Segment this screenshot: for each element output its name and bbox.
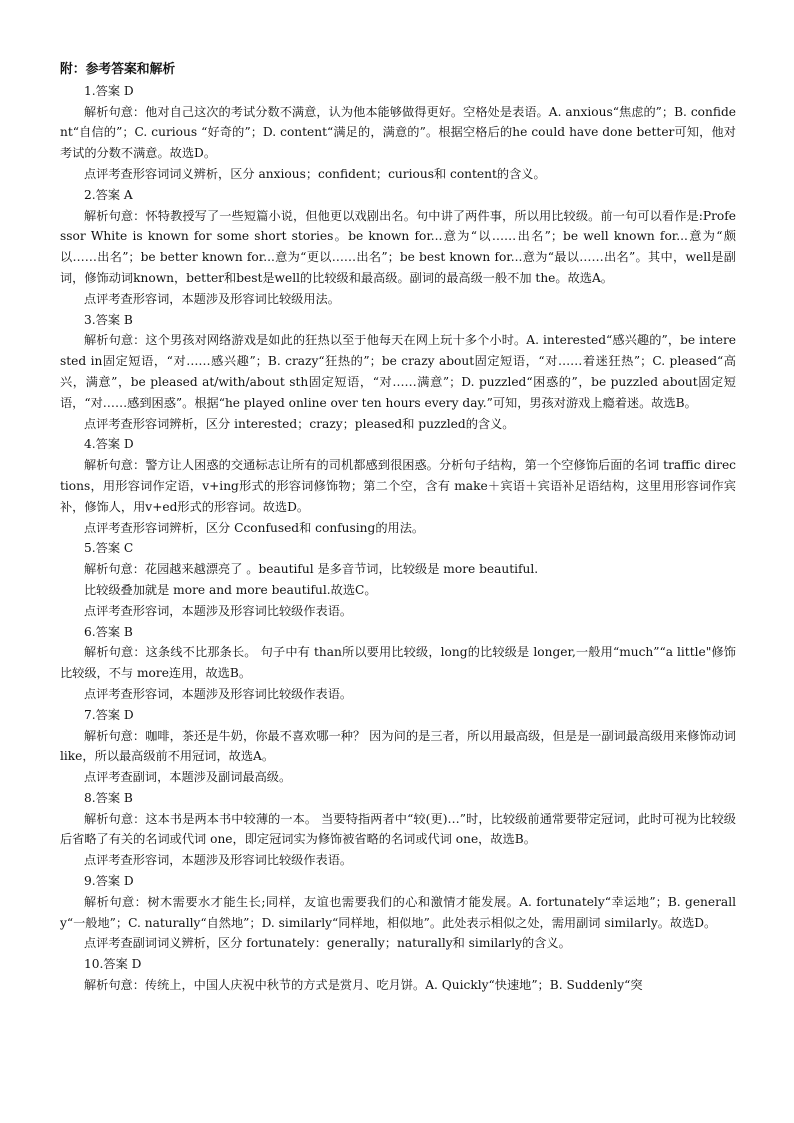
answer-key-page — [60, 60, 736, 996]
answer-line: 2.答案 A — [84, 187, 133, 202]
analysis-text: 解析句意：这条线不比那条长。 句子中有 than所以要用比较级，long的比较级是 longer,一般用“much”“a little"修饰比较级，不与 more连用，故选B。 — [60, 645, 736, 681]
comment-text: 点评考查副词词义辨析，区分 fortunately：generally；naturally和 similarly的含义。 — [84, 936, 571, 951]
analysis-text: 解析句意：警方让人困惑的交通标志让所有的司机都感到很困惑。分析句子结构，第一个空修饰后面的名词 traffic directions，用形容词作定语，v+ing形式的形容词修饰物；第二个空，含有 make＋宾语＋宾语补足语结构，这里用形容词作宾补，修饰人，用v+ed形式的形容词。故选D。 — [60, 458, 736, 514]
comment-text: 点评考查形容词，本题涉及形容词比较级作表语。 — [84, 853, 353, 868]
analysis-text: 解析句意：这本书是两本书中较薄的一本。 当要特指两者中“较(更)…”时，比较级前通常要带定冠词，此时可视为比较级后省略了有关的名词或代词 one，即定冠词实为修饰被省略的名词或代词 one，故选B。 — [60, 811, 736, 847]
answer-line: 3.答案 B — [84, 312, 133, 327]
comment-text: 点评考查形容词辨析，区分 interested；crazy；pleased和 puzzled的含义。 — [84, 416, 515, 431]
item-2 — [60, 185, 736, 310]
item-6 — [60, 622, 736, 705]
answer-line: 5.答案 C — [84, 541, 134, 556]
item-8 — [60, 788, 736, 871]
answer-line: 6.答案 B — [84, 624, 133, 639]
analysis-text: 解析句意：这个男孩对网络游戏是如此的狂热以至于他每天在网上玩十多个小时。A. interested“感兴趣的”，be interested in固定短语，“对……感兴趣”；B. crazy“狂热的”；be crazy about固定短语，“对……着迷狂热”；C. pleased“高兴，满意”，be pleased at/with/about sth固定短语，“对……满意”；D. puzzled“困惑的”，be puzzled about固定短语，“对……感到困惑”。根据“he played online over ten hours every day.”可知，男孩对游戏上瘾着迷。故选B。 — [60, 333, 736, 410]
analysis-extra-text: 比较级叠加就是 more and more beautiful.故选C。 — [84, 582, 377, 597]
answer-line: 4.答案 D — [84, 437, 134, 452]
page-title: 附：参考答案和解析 — [60, 62, 176, 77]
comment-text: 点评考查形容词词义辨析，区分 anxious；confident；curious和 content的含义。 — [84, 166, 546, 181]
item-7 — [60, 705, 736, 788]
analysis-text: 解析句意：传统上，中国人庆祝中秋节的方式是赏月、吃月饼。A. Quickly“快速地”；B. Suddenly“突 — [84, 978, 643, 993]
answer-line: 1.答案 D — [84, 83, 134, 98]
answer-line: 10.答案 D — [84, 957, 142, 972]
item-4 — [60, 434, 736, 538]
item-9 — [60, 871, 736, 954]
analysis-text: 解析句意：他对自己这次的考试分数不满意，认为他本能够做得更好。空格处是表语。A. anxious“焦虑的”；B. confident“自信的”；C. curious “好奇的”；D. content“满足的，满意的”。根据空格后的he could have done better可知，他对考试的分数不满意。故选D。 — [60, 104, 736, 161]
comment-text: 点评考查形容词，本题涉及形容词比较级作表语。 — [84, 603, 353, 618]
comment-text: 点评考查形容词，本题涉及形容词比较级用法。 — [84, 291, 340, 306]
item-5 — [60, 538, 736, 621]
answer-line: 7.答案 D — [84, 707, 134, 722]
analysis-text: 解析句意：树木需要水才能生长;同样，友谊也需要我们的心和激情才能发展。A. fortunately“幸运地”；B. generally“一般地”；C. naturally“自然地”；D. similarly“同样地，相似地”。此处表示相似之处，需用副词 similarly。故选D。 — [60, 894, 736, 930]
comment-text: 点评考查形容词辨析，区分 Cconfused和 confusing的用法。 — [84, 520, 425, 535]
item-10 — [60, 954, 736, 996]
analysis-text: 解析句意：花园越来越漂亮了 。beautiful 是多音节词，比较级是 more beautiful. — [84, 562, 539, 577]
analysis-text: 解析句意：咖啡，茶还是牛奶，你最不喜欢哪一种？ 因为问的是三者，所以用最高级，但是是一副词最高级用来修饰动词 like，所以最高级前不用冠词，故选A。 — [60, 728, 736, 764]
comment-text: 点评考查副词，本题涉及副词最高级。 — [84, 770, 292, 785]
answer-line: 8.答案 B — [84, 790, 133, 805]
analysis-text: 解析句意：怀特教授写了一些短篇小说，但他更以戏剧出名。句中讲了两件事，所以用比较级。前一句可以看作是:Professor White is known for some short stories。be known for...意为“以……出名”；be well known for...意为“颇以……出名”；be better known for...意为“更以……出名”；be best known for...意为“最以……出名”。其中，well是副词，修饰动词known，better和best是well的比较级和最高级。副词的最高级一般不加 the。故选A。 — [60, 208, 736, 285]
item-3 — [60, 310, 736, 435]
item-1 — [60, 81, 736, 185]
comment-text: 点评考查形容词，本题涉及形容词比较级作表语。 — [84, 686, 353, 701]
answer-line: 9.答案 D — [84, 874, 134, 889]
